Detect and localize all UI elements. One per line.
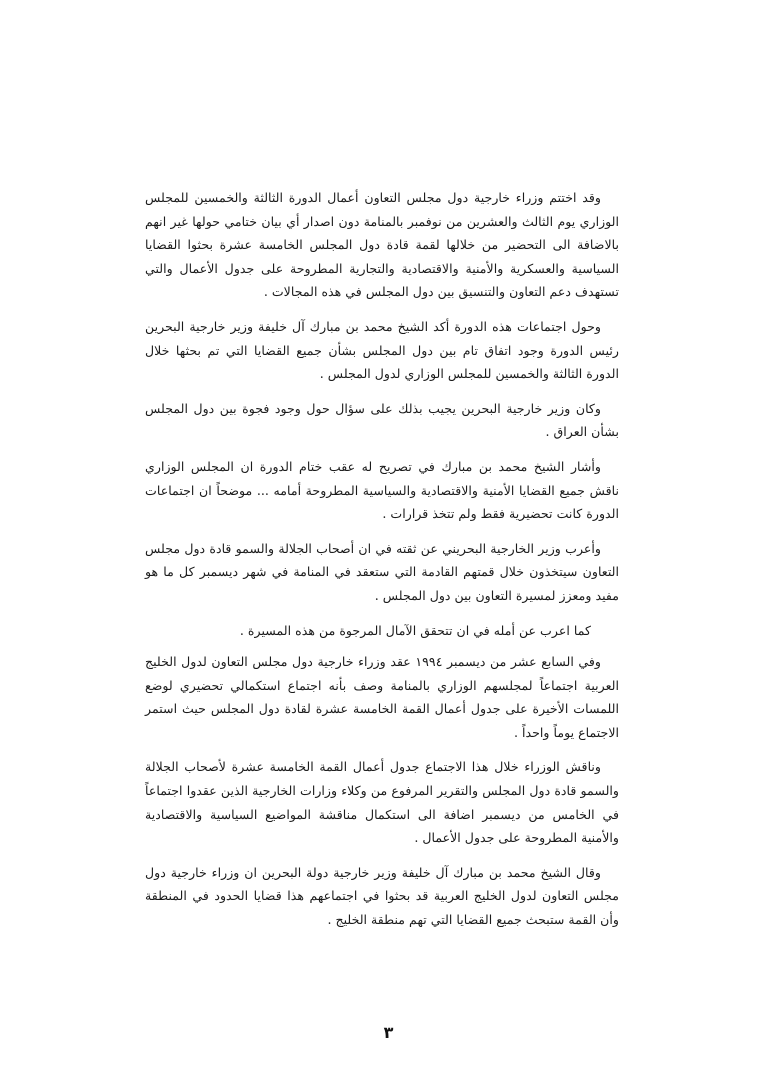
paragraph-summit-agenda-discussion: وناقش الوزراء خلال هذا الاجتماع جدول أعمال القمة الخامسة عشرة لأصحاب الجلالة والسمو قادة دول المجلس والتقرير المرفوع من وكلاء وزارات الخارجية الذين عقدوا اجتماعاً في الخامس من ديسمبر اضافة الى استكمال مناقشة المواضيع السياسية والاقتصادية والأمنية المطروحة على جدول الأعمال . [145, 759, 619, 846]
paragraph-iraq-question: وكان وزير خارجية البحرين يجيب بذلك على سؤال حول وجود فجوة بين دول المجلس بشأن العراق . [145, 400, 619, 440]
paragraph-border-issues: وقال الشيخ محمد بن مبارك آل خليفة وزير خارجية دولة البحرين ان وزراء خارجية دول مجلس التعاون لدول الخليج العربية قد بحثوا في اجتماعهم هذا قضايا الحدود في المنطقة وأن القمة ستبحث جميع القضايا التي تهم منطقة الخليج . [145, 864, 619, 928]
page-number: ٣ [383, 1023, 394, 1042]
paragraph-preparatory-meetings: وأشار الشيخ محمد بن مبارك في تصريح له عقب ختام الدورة ان المجلس الوزاري ناقش جميع القضايا الأمنية والاقتصادية والسياسية المطروحة أمامه ... موضحاً ان اجتماعات الدورة كانت تحضيرية فقط ولم تتخذ قرارات . [145, 458, 619, 522]
paragraph-december-meeting: وفي السابع عشر من ديسمبر ١٩٩٤ عقد وزراء خارجية دول مجلس التعاون لدول الخليج العربية اجتماعاً لمجلسهم الوزاري بالمنامة وصف بأنه اجتماع استكمالي تحضيري لوضع اللمسات الأخيرة على جدول أعمال القمة الخامسة عشرة لقادة دول المجلس حيث استمر الاجتماع يوماً واحداً . [145, 654, 619, 740]
paragraph-session-agreement: وحول اجتماعات هذه الدورة أكد الشيخ محمد بن مبارك آل خليفة وزير خارجية البحرين رئيس الدورة وجود اتفاق تام بين دول المجلس بشأن جميع القضايا التي تم بحثها خلال الدورة الثالثة والخمسين للمجلس الوزاري لدول المجلس . [145, 318, 620, 382]
paragraph-summit-confidence: وأعرب وزير الخارجية البحريني عن ثقته في ان أصحاب الجلالة والسمو قادة دول مجلس التعاون سيتخذون خلال قمتهم القادمة التي ستعقد في المنامة في شهر ديسمبر كل ما هو مفيد ومعزز لمسيرة التعاون بين دول المجلس . [145, 540, 619, 603]
paragraph-ministerial-session-closing: وقد اختتم وزراء خارجية دول مجلس التعاون أعمال الدورة الثالثة والخمسين للمجلس الوزاري يوم الثالث والعشرين من نوفمبر بالمنامة دون اصدار أي بيان ختامي حولها غير انهم بالاضافة الى التحضير من خلالها لقمة قادة دول المجلس الخامسة عشرة بحثوا القضايا السياسية والعسكرية والأمنية والاقتصادية والتجارية المطروحة على جدول الأعمال والتي تستهدف دعم التعاون والتنسيق بين دول المجلس في هذه المجالات . [145, 190, 619, 300]
paragraph-hopes: كما اعرب عن أمله في ان تتحقق الآمال المرجوة من هذه المسيرة . [239, 622, 591, 638]
document-body [145, 186, 619, 943]
